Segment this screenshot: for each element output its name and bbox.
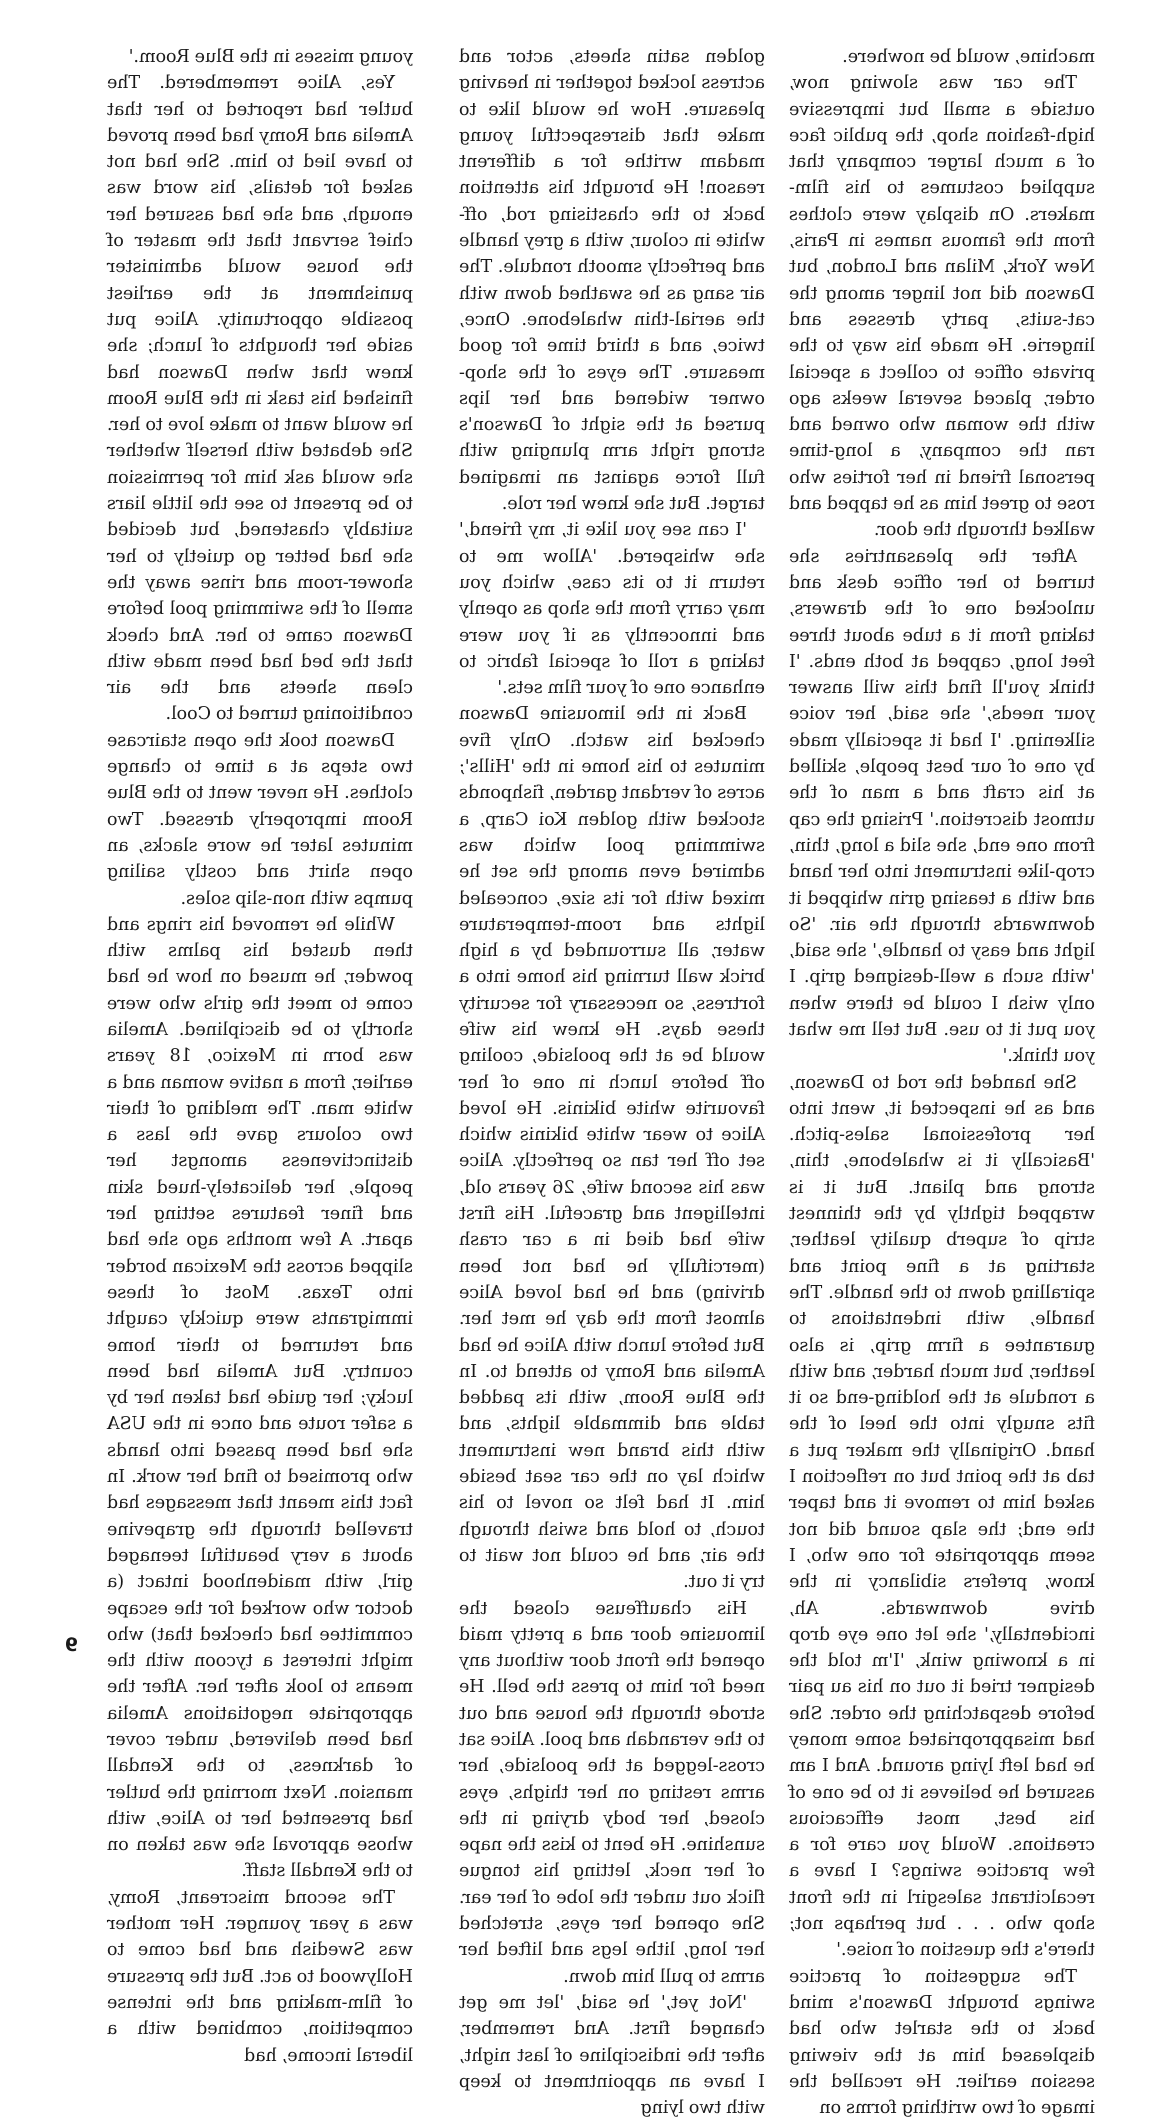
paragraph: young misses in the Blue Room.' (128, 47, 413, 67)
page-number: 9 (64, 1634, 78, 1656)
paragraph: The second miscreant, Romy, was a year younger. Her mother was Swedish and had come to Hollywood to act. But the pressure of film-making and the intense competition, combined with a liberal income, had (107, 1887, 413, 2066)
paragraph: While he removed his rings and then dusted his palms with powder, he mused on how he had come to meet the girls who were shortly to be disciplined. Amelia was born in Mexico, 18 years earlier, from a native woman and a white man. The melding of their two colours gave the lass a distinctiveness amongst her people, her delicately-hued skin and finer features setting her apart. A few months ago she had slipped across the Mexican border into Texas. Most of these immigrants were quickly caught and returned to their home country. But Amelia had been lucky; her guide had taken her by a safer route and once in the USA she had been passed into hands who promised to find her work. In fact this meant that messages had travelled through the grapevine about a very beautiful teenaged girl, with maidenhood intact (a doctor who worked for the escape committee had checked that) who might interest a tycoon with the means to look after her. After the appropriate negotiations Amelia had been delivered, under cover of darkness, to the Kendall mansion. Next morning the butler had presented her to Alice, with whose approval she was taken on to the Kendall staff. (107, 914, 413, 1882)
paragraph: The suggestion of practice swings brought Dawson's mind back to the starlet who had displeased him at the viewing session earlier. He recalled the image of two writhing forms on (789, 1966, 1095, 2119)
paragraph: 'I can see you like it, my friend,' she whispered. 'Allow me to return it to its case, which you may carry from the shop as openly and innocently as if you were taking a roll of special fabric to enhance one of your film sets.' (459, 520, 765, 699)
paragraph: Dawson took the open staircase two steps at a time to change clothes. He never went to the Blue Room improperly dressed. Two minutes later he wore slacks, an open shirt and costly sailing pumps with non-slip soles. (107, 730, 413, 909)
text-column-left (789, 44, 1095, 2121)
paragraph: machine, would be nowhere. (842, 47, 1095, 67)
paragraph: Back in the limousine Dawson checked his watch. Only five minutes to his home in the 'Hills'; acres of verdant garden, fishponds stocked with golden Koi Carp, a swimming pool which was admired even among the set he mixed with for its size, concealed lights and room-temperature water, all surrounded by a high brick wall turning his home into a fortress, so necessary for security these days. He knew his wife would be at the poolside, cooling off before lunch in one of her favourite white bikinis. He loved Alice to wear white bikinis which set off her tan so perfectly. Alice was his second wife, 26 years old, intelligent and graceful. His first wife had died in a car crash (mercifully he had not been driving) and he had loved Alice almost from the day he met her. But before lunch with Alice he had Amelia and Romy to attend to. In the Blue Room, with its padded table and dimmable lights, and with this brand new instrument which lay on the car seat beside him. It had felt so novel to his touch, to hold and swish through the air, and he could not wait to try it out. (459, 704, 765, 1593)
paragraph: She handed the rod to Dawson, and as he inspected it, went into her professional sales-pitch. 'Basically it is whalebone, thin, strong and pliant. But it is wrapped tightly by the thinnest strip of superb quality leather, starting at a fine point and spiralling down to the handle. The handle, with indentations to guarantee a firm grip, is also leather, but much harder, and with a rondule at the holding-end so it fits snugly into the heel of the hand. Originally the maker put a tab at the point but on reflection I asked him to remove it and taper the end; the slap sound did not seem appropriate for one who, I know, prefers sibilancy in the drive downwards. Ah, incidentally,' she let one eye drop in a knowing wink, 'I'm told the designer tried it out on his au pair before despatching the order. She had misappropriated some money he had left lying around. And I am assured he believes it to be one of his best, most efficacious creations. Would you care for a few practice swings? I have a recalcitrant salesgirl in the front shop who . . . but perhaps not; there's the question of noise.' (789, 1072, 1095, 1961)
paragraph: 'Not yet,' he said, 'let me get changed first. And remember, after the indiscipline of last night, I have an appointment to keep with two lying (459, 1992, 765, 2119)
paragraph: Yes, Alice remembered. The butler had reported to her that Amelia and Romy had been proved to have lied to him. She had not asked for details, his word was enough, and she had assured her chief servant that the master of the house would administer punishment at the earliest possible opportunity. Alice put aside her thoughts of lunch; she knew that when Dawson had finished his task in the Blue Room he would want to make love to her. She debated with herself whether she would ask him for permission to be present to see the little liars suitably chastened, but decided she had better go quietly to her shower-room and rinse away the smell of the swimming pool before Dawson came to her. And check that the bed had been made with clean sheets and the air conditioning turned to Cool. (107, 73, 413, 725)
paragraph: His chauffeuse closed the limousine door and a pretty maid opened the front door without any need for him to press the bell. He strode through the house and out to the verandah and pool. Alice sat cross-legged at the poolside, her arms resting on her thighs, eyes closed, her body drying in the sunshine. He bent to kiss the nape of her neck, letting his tongue flick out under the lobe of her ear. She opened her eyes, stretched her long, lithe legs and lifted her arms to pull him down. (459, 1598, 765, 1987)
text-column-right (107, 44, 413, 2069)
text-column-middle (459, 44, 765, 2121)
paragraph: After the pleasantries she turned to her office desk and unlocked one of the drawers, taking from it a tube about three feet long, capped at both ends. 'I think you'll find this will answer your needs,' she said, her voice silkening. 'I had it specially made by one of our best people, skilled at his craft and a man of the utmost discretion.' Prising the cap from one end, she slid a long, thin, crop-like instrument into her hand and with a teasing grin whipped it downwards through the air. 'So light and easy to handle,' she said, 'with such a well-designed grip. I only wish I could be there when you put it to use. But tell me what you think.' (789, 546, 1095, 1067)
paragraph: golden satin sheets, actor and actress locked together in heaving pleasure. How he would like to make that disrespectful young madam writhe for a different reason! He brought his attention back to the chastising rod, off-white in colour, with a grey handle and perfectly smooth rondule. The air sang as he swathed down with the aerial-thin whalebone. Once, twice, and a third time for good measure. The eyes of the shop-owner widened and her lips pursed at the sight of Dawson's strong right arm plunging with full force against an imagined target. But she knew her role. (459, 47, 765, 515)
paragraph: The car was slowing now, outside a small but impressive high-fashion shop, the public face of a much larger company that supplied costumes to his film-makers. On display were clothes from the famous names in Paris, New York, Milan and London, but Dawson did not linger among the cat-suits, party dresses and lingerie. He made his way to the private office to collect a special order, placed several weeks ago with the woman who owned and ran the company, a long-time personal friend in her forties who rose to greet him as he tapped and walked through the door. (789, 73, 1095, 541)
